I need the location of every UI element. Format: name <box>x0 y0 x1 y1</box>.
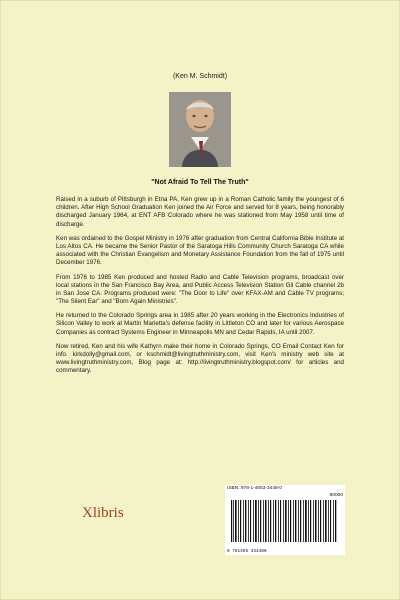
biography-paragraph-5: Now retired, Ken and his wife Kathyrn make their home in Colorado Springs, CO Email Contact Ken for info. kirkdolly@gmail.com, or kschmidt@livingtruthministry.com, visit Ken's ministry web site at www.livingtruthministry.com, Blog page at: http://livingtruthministry.blogspot.com/ for articles and commentary. <box>56 342 344 375</box>
author-portrait-icon <box>169 92 231 167</box>
author-line: (Ken M. Schmidt) <box>172 73 228 80</box>
price-code: 90000 <box>329 493 343 498</box>
barcode-icon <box>225 485 345 555</box>
barcode-digits: 9 781465 334480 <box>227 549 267 554</box>
isbn-text: ISBN: 978-1-4653-3448-0 <box>227 486 282 491</box>
author-photo <box>169 92 231 167</box>
biography-text <box>56 196 344 382</box>
biography-paragraph-3: From 1976 to 1985 Ken produced and hosted Radio and Cable Television programs, broadcast over local stations in the San Francisco Bay Area, and Public Access Television Station Gil Cable channel 2b in San Jose CA. Programs produced were: "The Door to Life" over KFAX-AM and Cable TV programs; "The Silent Ear" and "Born Again Ministries". <box>56 273 344 306</box>
headline: "Not Afraid To Tell The Truth" <box>151 179 249 186</box>
publisher-logo: Xlibris <box>82 505 124 521</box>
barcode <box>225 485 345 555</box>
biography-paragraph-2: Ken was ordained to the Gospel Ministry in 1976 after graduation from Central California Bible Institute at Los Altos CA. He became the Senior Pastor of the Saratoga Hills Community Church Saratoga CA while associated with the Christian Evangelism and Monetary Assistance Foundation from the fall of 1975 until December 1976. <box>56 234 344 267</box>
biography-paragraph-4: He returned to the Colorado Springs area in 1985 after 20 years working in the Electronics Industries of Silicon Valley to work at Martin Marietta's defense facility in Littleton CO and later for various Aerospace Companies as contract Systems Engineer in Minneapolis MN and Cedar Rapids, IA until 2007. <box>56 312 344 336</box>
biography-paragraph-1: Raised in a suburb of Pittsburgh in Etna PA, Ken grew up in a Roman Catholic family the youngest of 6 children. After High School Graduation Ken joined the Air Force and served for 8 years, being honorably discharged January 1964, at ENT AFB Colorado where he was stationed from May 1958 until time of discharge. <box>56 196 344 228</box>
